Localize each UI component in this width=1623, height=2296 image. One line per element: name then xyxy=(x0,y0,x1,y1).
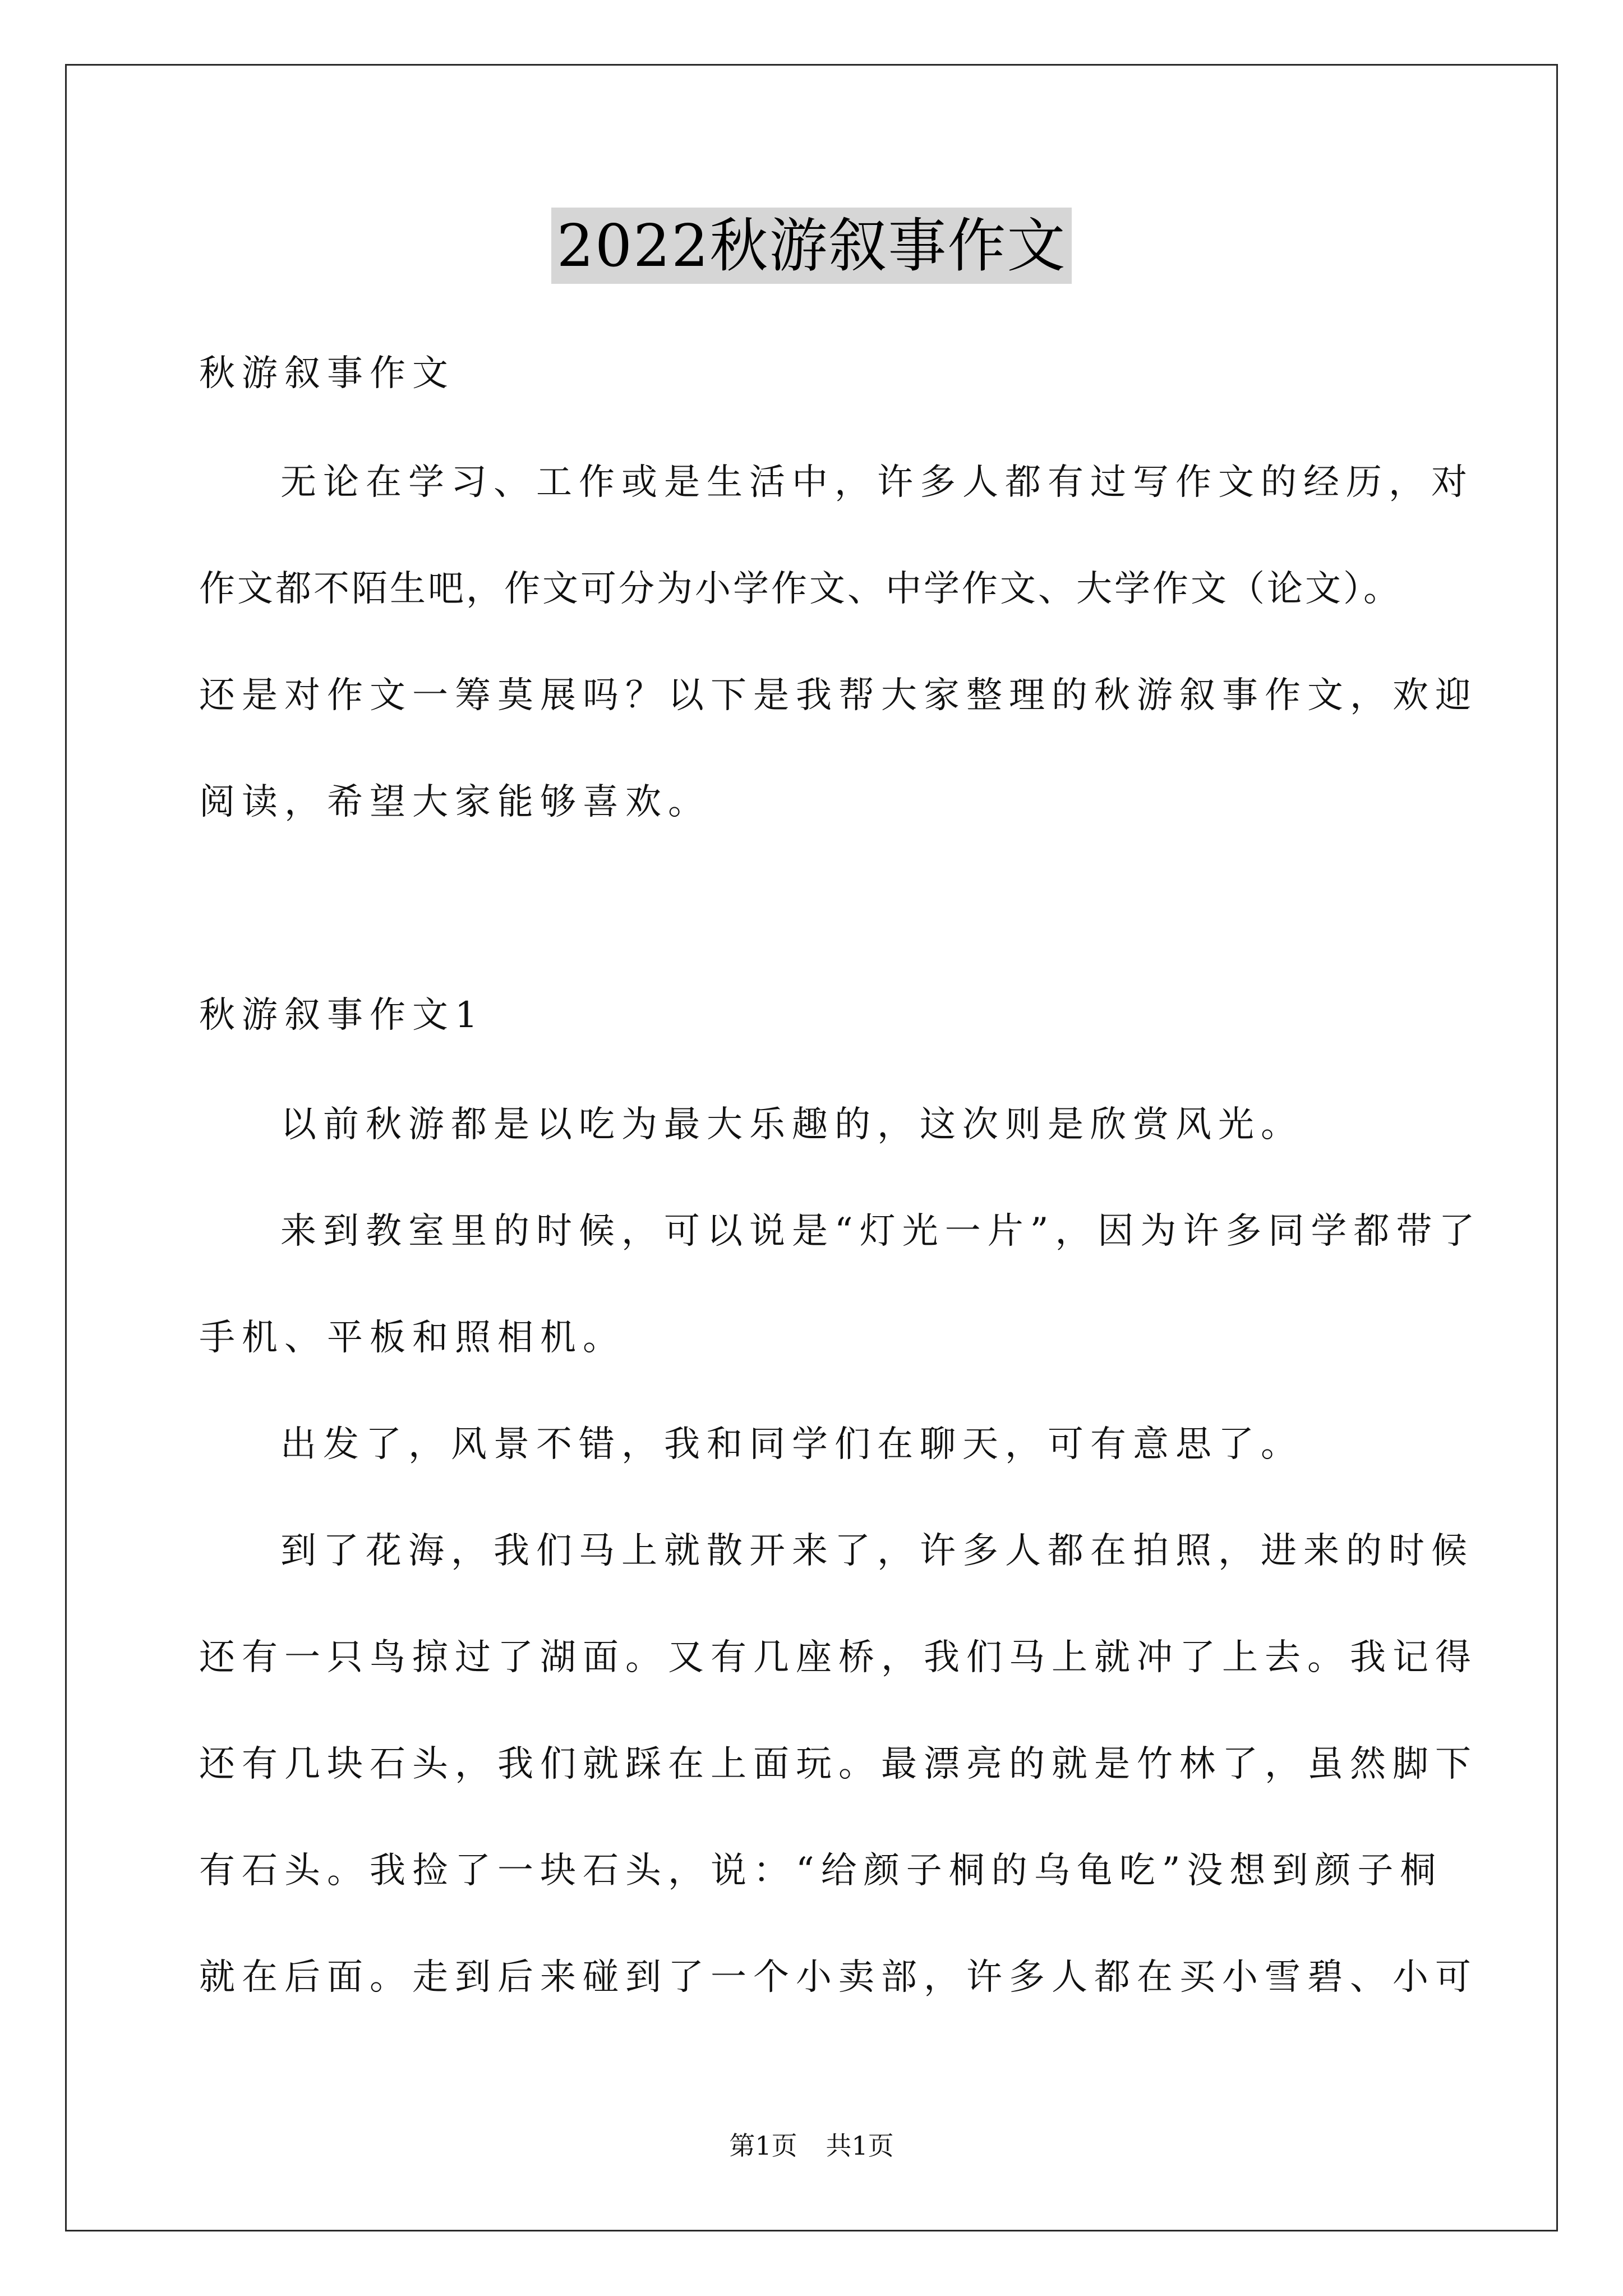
paragraph-line-5: 到了花海，我们马上就散开来了，许多人都在拍照，进来的时候 xyxy=(280,1530,1474,1572)
intro-line-1: 无论在学习、工作或是生活中，许多人都有过写作文的经历，对 xyxy=(280,462,1474,503)
paragraph-line-7: 还有几块石头，我们就踩在上面玩。最漂亮的就是竹林了，虽然脚下 xyxy=(199,1743,1478,1785)
paragraph-line-9: 就在后面。走到后来碰到了一个小卖部，许多人都在买小雪碧、小可 xyxy=(199,1957,1478,1998)
paragraph-line-6: 还有一只鸟掠过了湖面。又有几座桥，我们马上就冲了上去。我记得 xyxy=(199,1637,1478,1678)
paragraph-line-3: 手机、平板和照相机。 xyxy=(199,1317,625,1359)
document-title: 2022秋游叙事作文 xyxy=(551,208,1072,284)
intro-line-2: 作文都不陌生吧，作文可分为小学作文、中学作文、大学作文（论文）。 xyxy=(199,568,1401,610)
intro-line-4: 阅读，希望大家能够喜欢。 xyxy=(199,781,711,823)
total-pages: 共1页 xyxy=(826,2131,894,2161)
paragraph-line-2: 来到教室里的时候，可以说是“灯光一片”，因为许多同学都带了 xyxy=(280,1211,1482,1252)
page-number: 第1页 xyxy=(729,2131,797,2161)
paragraph-line-4: 出发了，风景不错，我和同学们在聊天，可有意思了。 xyxy=(280,1424,1303,1465)
intro-line-3: 还是对作文一筹莫展吗？以下是我帮大家整理的秋游叙事作文，欢迎 xyxy=(199,675,1478,716)
page-footer xyxy=(0,2129,1623,2162)
section-heading: 秋游叙事作文1 xyxy=(199,995,485,1036)
subtitle: 秋游叙事作文 xyxy=(199,353,455,394)
paragraph-line-1: 以前秋游都是以吃为最大乐趣的，这次则是欣赏风光。 xyxy=(280,1104,1303,1145)
title-container xyxy=(0,208,1623,284)
paragraph-line-8: 有石头。我捡了一块石头，说：“给颜子桐的乌龟吃”没想到颜子桐 xyxy=(199,1850,1443,1892)
